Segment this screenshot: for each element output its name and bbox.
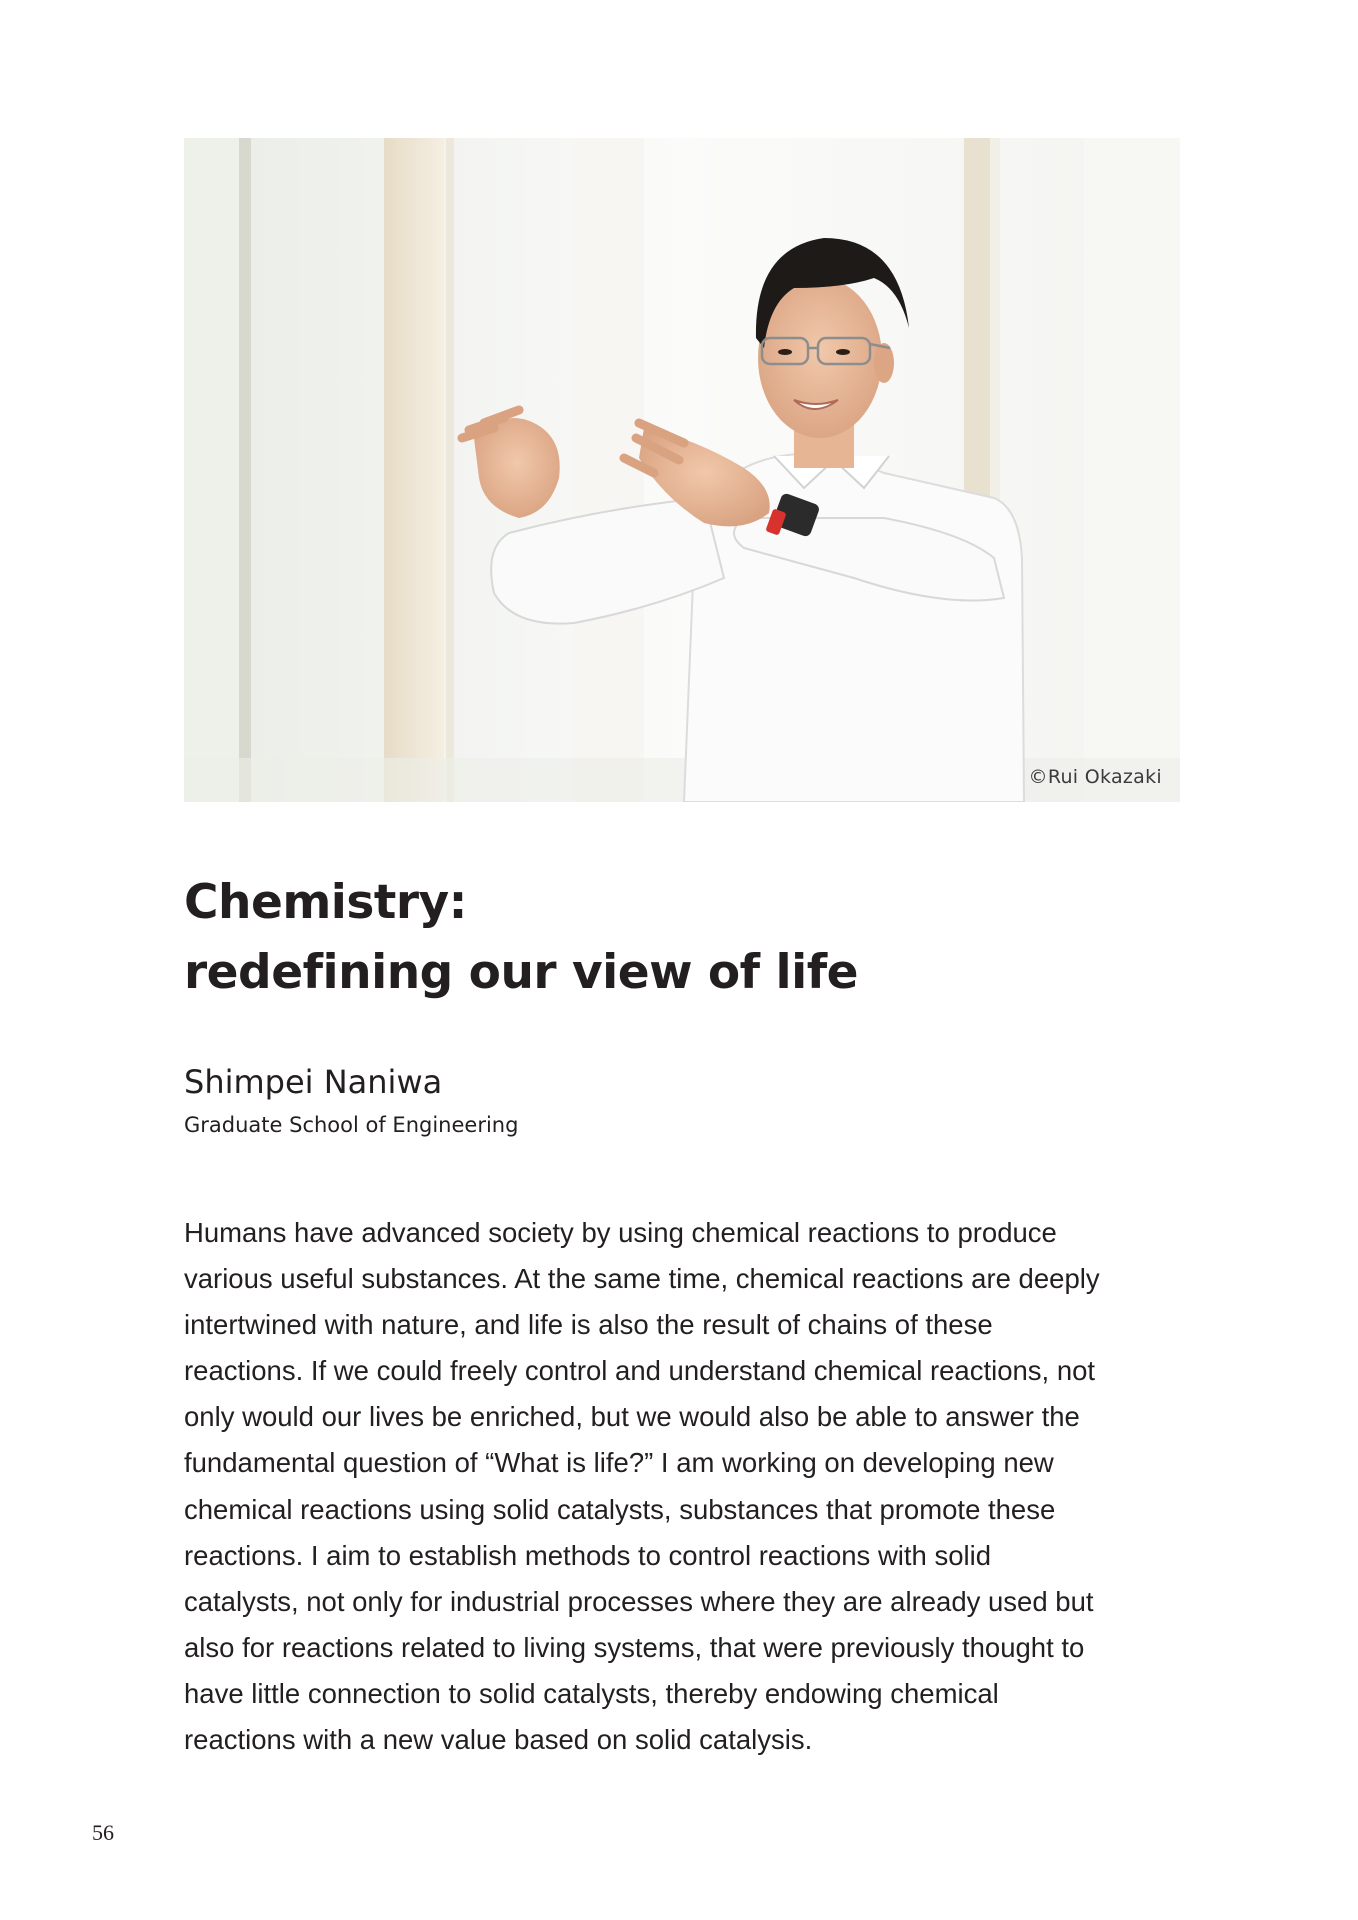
article-body bbox=[184, 1210, 1174, 1763]
body-line: reactions with a new value based on solid catalysis. bbox=[184, 1724, 813, 1756]
body-line: reactions. If we could freely control and understand chemical reactions, not bbox=[184, 1355, 1096, 1387]
portrait-photo bbox=[184, 138, 1180, 802]
body-line: chemical reactions using solid catalysts, substances that promote these bbox=[184, 1493, 1056, 1525]
body-line: have little connection to solid catalysts, thereby endowing chemical bbox=[184, 1677, 999, 1709]
author-name: Shimpei Naniwa bbox=[184, 1063, 443, 1101]
page-number: 56 bbox=[92, 1820, 114, 1845]
body-line: catalysts, not only for industrial processes where they are already used but bbox=[184, 1585, 1094, 1617]
body-line: various useful substances. At the same time, chemical reactions are deeply bbox=[184, 1263, 1100, 1295]
body-line: Humans have advanced society by using chemical reactions to produce bbox=[184, 1217, 1057, 1248]
article-title bbox=[184, 868, 858, 1008]
body-line: only would our lives be enriched, but we would also be able to answer the bbox=[184, 1401, 1080, 1433]
body-line: also for reactions related to living systems, that were previously thought to bbox=[184, 1631, 1085, 1663]
title-line-2: redefining our view of life bbox=[184, 945, 859, 1000]
author-affiliation: Graduate School of Engineering bbox=[184, 1113, 519, 1137]
body-line: reactions. I aim to establish methods to control reactions with solid bbox=[184, 1539, 992, 1571]
body-line: intertwined with nature, and life is also the result of chains of these bbox=[184, 1309, 993, 1341]
title-line-1: Chemistry: bbox=[184, 875, 467, 930]
photo-illustration bbox=[184, 138, 1180, 802]
photo-credit: ©Rui Okazaki bbox=[1028, 766, 1162, 788]
body-line: fundamental question of “What is life?” I am working on developing new bbox=[184, 1447, 1054, 1479]
